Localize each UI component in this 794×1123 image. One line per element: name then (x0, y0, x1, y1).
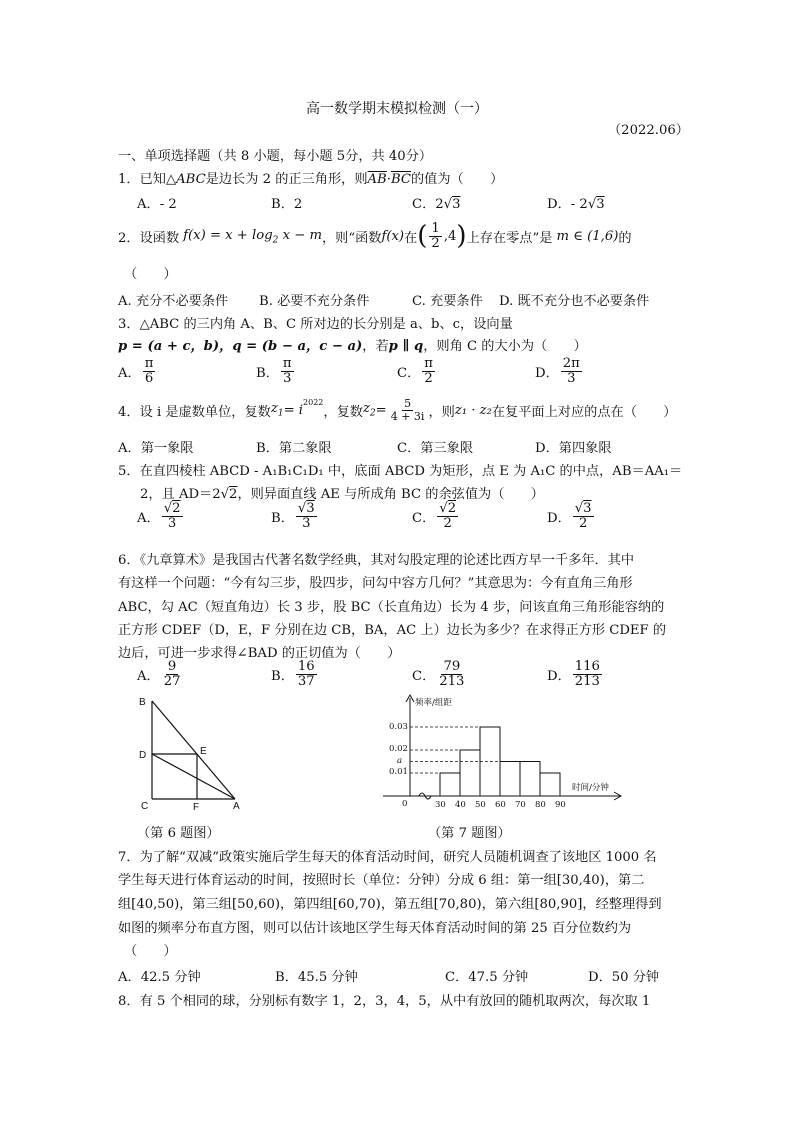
label-a: A (233, 801, 240, 812)
q5-option-d[interactable]: D． $\frac{√3}{2}$ (547, 501, 592, 531)
q1-option-a[interactable]: A．- 2 (137, 197, 177, 212)
figure-7-histogram (375, 692, 635, 817)
q2-option-b[interactable]: B. 必要不充分条件 (259, 294, 370, 309)
section-heading: 一、单项选择题（共 8 小题，每小题 5分，共 40分） (118, 149, 433, 164)
question-6-line3: ABC，勾 AC（短直角边）长 3 步，股 BC（长直角边）长为 4 步，问该直角三角形能容纳的 (118, 600, 665, 615)
ytick-001: 0.01 (389, 767, 408, 777)
xtick-90: 90 (555, 800, 566, 810)
histogram-bar-6 (540, 773, 560, 796)
histogram-bar-4 (500, 762, 520, 797)
question-6-line5: 边后，可进一步求得∠BAD 的正切值为（ ） (118, 646, 401, 661)
label-c: C (141, 801, 149, 812)
xtick-80: 80 (535, 800, 546, 810)
q3-option-b[interactable]: B． $\frac{\pi}{3}$ (256, 356, 292, 386)
q7-option-b[interactable]: B．45.5 分钟 (275, 970, 358, 985)
label-f: F (193, 802, 200, 813)
q4-option-c[interactable]: C．第三象限 (397, 441, 474, 456)
question-5-line1: 5．在直四棱柱 ABCD - A₁B₁C₁D₁ 中，底面 ABCD 为矩形，点 E 为 A₁C 的中点，AB＝AA₁＝ (118, 464, 683, 479)
ytick-a: a (397, 756, 403, 766)
xtick-30: 30 (435, 800, 446, 810)
question-3-line2: p = (a + c，b)，q = (b − a，c − a)，若p ∥ q，则角 C 的大小为（ ） (118, 339, 587, 354)
question-7-line2: 学生每天进行体育运动的时间，按照时长（单位：分钟）分成 6 组：第一组[30,40)，第二 (118, 873, 645, 888)
question-7-line4: 如图的频率分布直方图，则可以估计该地区学生每天体育活动时间的第 25 百分位数约为 (118, 921, 632, 936)
ytick-003: 0.03 (389, 722, 408, 732)
q7-option-c[interactable]: C．47.5 分钟 (445, 970, 529, 985)
q4-option-a[interactable]: A．第一象限 (118, 441, 194, 456)
edge-da (152, 754, 235, 799)
q1-option-c[interactable]: C．2√3 (412, 197, 461, 212)
q3-option-c[interactable]: C． $\frac{\pi}{2}$ (397, 356, 433, 386)
q7-option-d[interactable]: D．50 分钟 (588, 970, 660, 985)
question-8-line1: 8．有 5 个相同的球，分别标有数字 1，2，3，4，5，从中有放回的随机取两次，每次取 1 (118, 994, 651, 1009)
page-title: 高一数学期末模拟检测（一） (306, 101, 488, 117)
y-axis-label: 频率/组距 (415, 698, 452, 708)
question-1-stem: 1．已知△ABC是边长为 2 的正三角形，则$\overline{AB}\cdot\overline{BC}$的值为（ ） (118, 172, 504, 187)
question-7-line1: 7．为了解“双减”政策实施后学生每天的体育活动时间，研究人员随机调查了该地区 1000 名 (118, 850, 657, 865)
label-d: D (139, 750, 147, 761)
question-6-line4: 正方形 CDEF（D，E，F 分别在边 CB，BA，AC 上）边长为多少？在求得正方形 CDEF 的 (118, 623, 667, 638)
q1-option-d[interactable]: D．- 2√3 (547, 197, 605, 212)
label-e: E (200, 746, 207, 757)
x-axis-label: 时间/分钟 (572, 783, 609, 793)
histogram-bar-5 (520, 762, 540, 797)
question-3-line1: 3．△ABC 的三内角 A、B、C 所对边的长分别是 a、b、c，设向量 (118, 317, 513, 332)
question-5-line2: 2，且 AD＝2√2，则异面直线 AE 与所成角 BC 的余弦值为（ ） (140, 487, 544, 502)
q3-option-a[interactable]: A． $\frac{\pi}{6}$ (118, 356, 154, 386)
question-6-line2: 有这样一个问题：“今有勾三步，股四步，问勾中容方几何？”其意思为：今有直角三角形 (118, 576, 633, 591)
q6-option-b[interactable]: B． $\frac{16}{37}$ (271, 659, 315, 689)
histogram-bar-2 (460, 750, 480, 796)
origin-label: 0 (402, 799, 408, 809)
question-4-stem: 4．设 i 是虚数单位，复数 $z_1$ = i $^{2022}$ ，复数 $z_2$ = $\frac{5}{4 + 3i}$ ，则 z₁ · z₂ 在复平面上对应的点在（ ） (118, 397, 677, 423)
q2-option-c[interactable]: C. 充要条件 (412, 294, 483, 309)
ytick-002: 0.02 (389, 744, 408, 754)
q5-option-a[interactable]: A． $\frac{√2}{3}$ (137, 501, 181, 531)
xtick-40: 40 (455, 800, 466, 810)
q5-option-b[interactable]: B． $\frac{√3}{3}$ (271, 501, 315, 531)
histogram-bar-1 (440, 773, 460, 796)
question-6-line1: 6．《九章算术》是我国古代著名数学经典，其对勾股定理的论述比西方早一千多年．其中 (118, 553, 635, 568)
q1-option-b[interactable]: B．2 (271, 197, 303, 212)
q6-option-c[interactable]: C． $\frac{79}{213}$ (412, 659, 465, 689)
q6-option-a[interactable]: A． $\frac{9}{27}$ (137, 659, 181, 689)
q4-option-d[interactable]: D．第四象限 (535, 441, 612, 456)
question-7-paren: （ ） (124, 944, 177, 959)
edge-ba (152, 701, 235, 799)
xtick-50: 50 (475, 800, 486, 810)
exam-date: （2022.06） (608, 123, 689, 138)
xtick-60: 60 (495, 800, 506, 810)
xtick-70: 70 (515, 800, 526, 810)
q5-option-c[interactable]: C． $\frac{√2}{2}$ (412, 501, 457, 531)
figure-6-triangle (135, 693, 255, 818)
q2-option-d[interactable]: D. 既不充分也不必要条件 (499, 294, 650, 309)
q3-option-d[interactable]: D． $\frac{2\pi}{3}$ (535, 356, 580, 386)
q2-option-a[interactable]: A. 充分不必要条件 (118, 294, 229, 309)
q2-paren: （ ） (124, 267, 177, 282)
label-b: B (139, 697, 146, 708)
q4-option-b[interactable]: B．第二象限 (256, 441, 332, 456)
figure-7-caption: （第 7 题图） (428, 826, 511, 841)
question-2-stem: 2．设函数 $f(x) = x + \log_2 x - m$ ，则“函数 f(x) 在 ( $\frac{1}{2}$ ,4 ) 上存在零点”是 m ∈ (1,6) 的 (118, 221, 632, 252)
figure-6-caption: （第 6 题图） (137, 826, 220, 841)
question-7-line3: 组[40,50)，第三组[50,60)，第四组[60,70)，第五组[70,80)，第六组[80,90]，经整理得到 (118, 897, 662, 912)
q7-option-a[interactable]: A．42.5 分钟 (118, 970, 201, 985)
q6-option-d[interactable]: D． $\frac{116}{213}$ (547, 659, 600, 689)
